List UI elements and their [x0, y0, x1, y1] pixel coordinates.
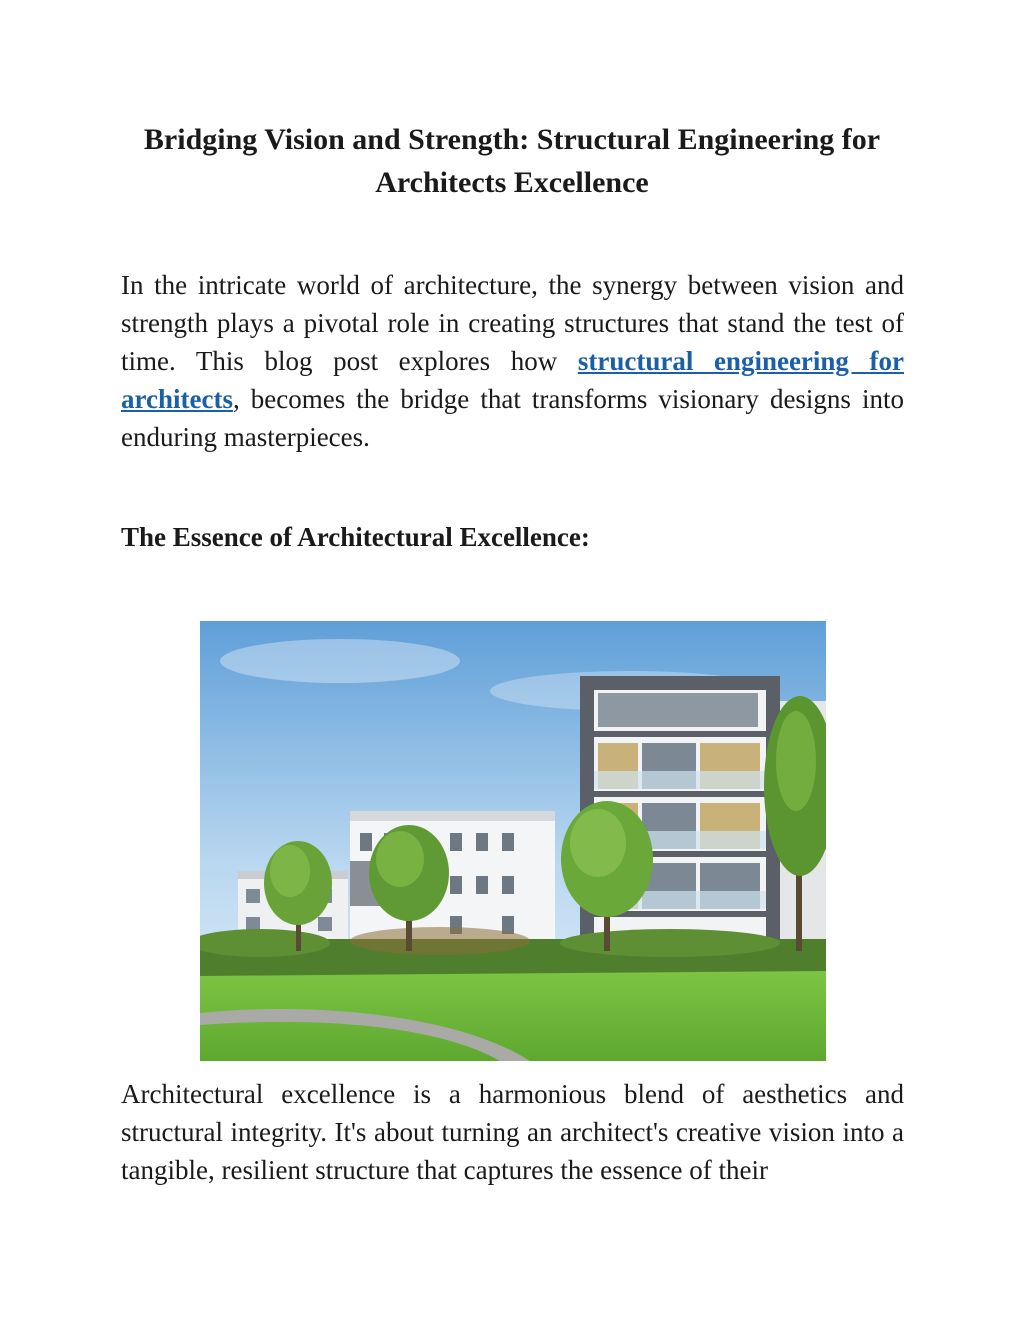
section-heading: The Essence of Architectural Excellence: — [121, 522, 590, 552]
structural-engineering-link[interactable]: structural engineering for architects — [121, 346, 905, 414]
body-paragraph: Architectural excellence is a harmonious blend of aesthetics and structural integrity. It's about turning an architect's creative vision into a tangible, resilient structure that captures the essence of their — [121, 1079, 904, 1185]
intro-paragraph — [121, 266, 904, 456]
page-title: Bridging Vision and Strength: Structural Engineering for Architects Excellence — [143, 123, 881, 199]
building-photo — [200, 621, 826, 1061]
intro-text-before-link: In the intricate world of architecture, the synergy between vision and strength plays a pivotal role in creating structures that stand the test of time. This blog post explores how — [121, 270, 904, 376]
intro-text-after-link: , becomes the bridge that transforms visionary designs into enduring masterpieces. — [121, 384, 904, 452]
